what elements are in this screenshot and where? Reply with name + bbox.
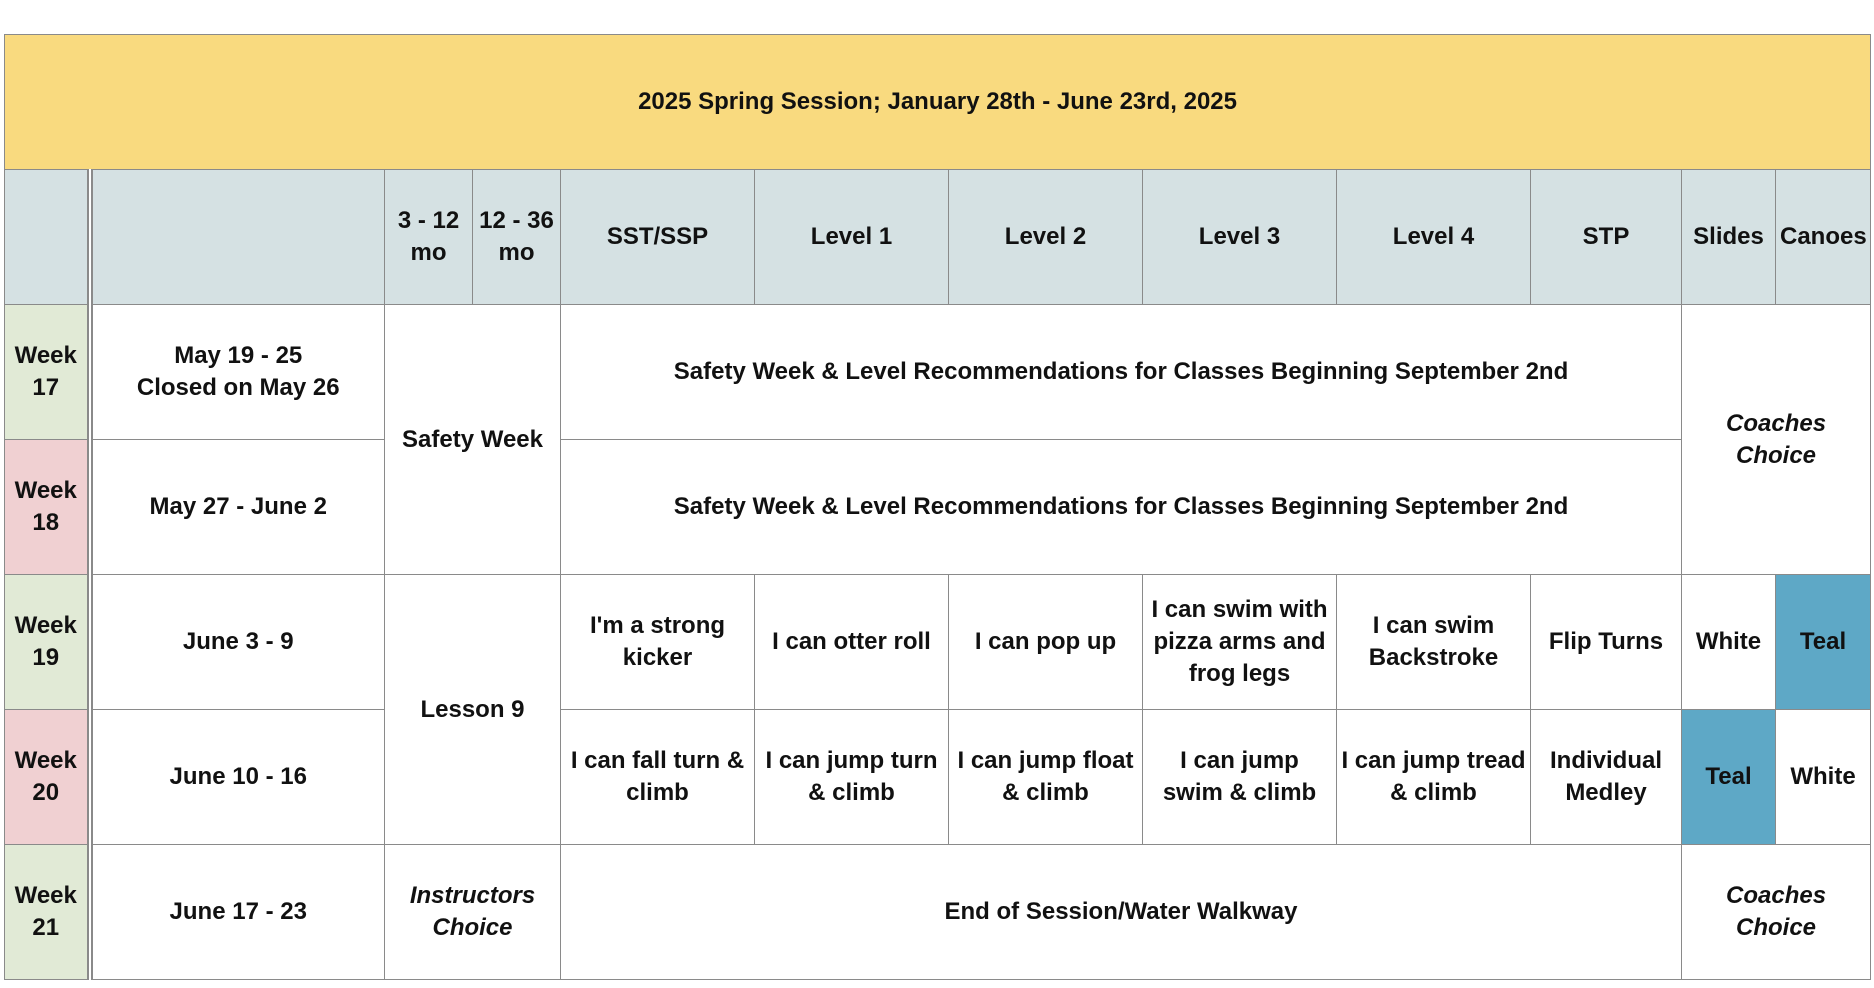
canoes-color: Teal	[1776, 575, 1871, 710]
table-row	[5, 575, 1871, 710]
week-label: Week 20	[5, 710, 90, 845]
skill-level3: I can jump swim & climb	[1143, 710, 1337, 845]
header-age-12-36: 12 - 36 mo	[473, 170, 561, 305]
skill-sst: I'm a strong kicker	[561, 575, 755, 710]
week-label: Week 17	[5, 305, 90, 440]
schedule-table	[4, 34, 1871, 980]
coaches-choice: Coaches Choice	[1682, 305, 1871, 575]
table-row	[5, 710, 1871, 845]
date-range	[90, 305, 385, 440]
safety-recommendation: Safety Week & Level Recommendations for Classes Beginning September 2nd	[561, 440, 1682, 575]
header-canoes: Canoes	[1776, 170, 1871, 305]
skill-level1: I can jump turn & climb	[755, 710, 949, 845]
slides-color: Teal	[1682, 710, 1776, 845]
infant-instructors-choice: Instructors Choice	[385, 845, 561, 980]
skill-level1: I can otter roll	[755, 575, 949, 710]
title-row	[5, 35, 1871, 170]
skill-level4: I can swim Backstroke	[1337, 575, 1531, 710]
skill-stp: Individual Medley	[1531, 710, 1682, 845]
date-range-line: May 19 - 25	[174, 342, 303, 369]
canoes-color: White	[1776, 710, 1871, 845]
table-row	[5, 845, 1871, 980]
header-level2: Level 2	[949, 170, 1143, 305]
date-range: June 3 - 9	[90, 575, 385, 710]
end-of-session: End of Session/Water Walkway	[561, 845, 1682, 980]
skill-level4: I can jump tread & climb	[1337, 710, 1531, 845]
week-label: Week 21	[5, 845, 90, 980]
header-level3: Level 3	[1143, 170, 1337, 305]
date-range: June 10 - 16	[90, 710, 385, 845]
skill-level3: I can swim with pizza arms and frog legs	[1143, 575, 1337, 710]
header-age-3-12: 3 - 12 mo	[385, 170, 473, 305]
infant-lesson: Lesson 9	[385, 575, 561, 845]
header-sst: SST/SSP	[561, 170, 755, 305]
date-range: May 27 - June 2	[90, 440, 385, 575]
header-slides: Slides	[1682, 170, 1776, 305]
slides-color: White	[1682, 575, 1776, 710]
header-row	[5, 170, 1871, 305]
coaches-choice: Coaches Choice	[1682, 845, 1871, 980]
header-stp: STP	[1531, 170, 1682, 305]
closure-note: Closed on May 26	[136, 374, 340, 401]
header-dates	[90, 170, 385, 305]
header-level4: Level 4	[1337, 170, 1531, 305]
safety-recommendation: Safety Week & Level Recommendations for Classes Beginning September 2nd	[561, 305, 1682, 440]
session-title: 2025 Spring Session; January 28th - June 23rd, 2025	[5, 35, 1871, 170]
week-label: Week 19	[5, 575, 90, 710]
table-row	[5, 440, 1871, 575]
skill-stp: Flip Turns	[1531, 575, 1682, 710]
header-level1: Level 1	[755, 170, 949, 305]
skill-level2: I can jump float & climb	[949, 710, 1143, 845]
skill-level2: I can pop up	[949, 575, 1143, 710]
date-range: June 17 - 23	[90, 845, 385, 980]
header-week	[5, 170, 90, 305]
week-label: Week 18	[5, 440, 90, 575]
infant-safety-week: Safety Week	[385, 305, 561, 575]
skill-sst: I can fall turn & climb	[561, 710, 755, 845]
table-row	[5, 305, 1871, 440]
